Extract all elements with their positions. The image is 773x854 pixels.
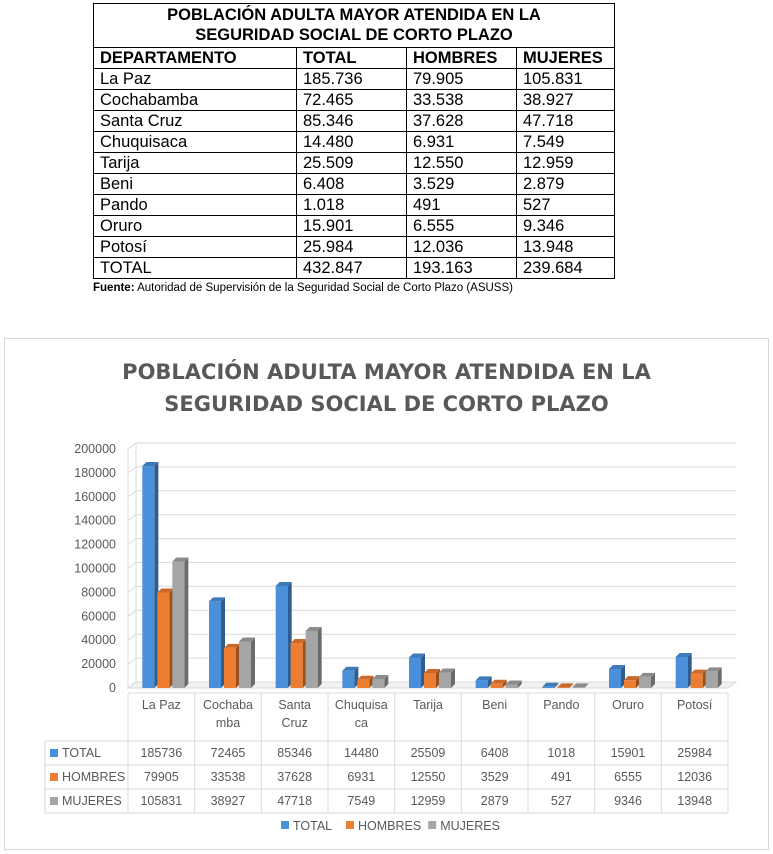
category-label: Tarija <box>413 698 443 712</box>
table-cell: 12.036 <box>407 237 517 258</box>
table-cell: 239.684 <box>517 258 615 279</box>
legend-label: TOTAL <box>293 819 333 833</box>
legend-key-total <box>50 749 58 757</box>
table-cell: 25.984 <box>297 237 407 258</box>
bar-total <box>209 601 221 688</box>
table-title-line1: POBLACIÓN ADULTA MAYOR ATENDIDA EN LA <box>167 6 541 24</box>
data-table-value: 85346 <box>277 746 313 760</box>
gridline-depth <box>128 658 136 664</box>
data-table-value: 1018 <box>547 746 576 760</box>
bar-mujeres <box>506 685 518 688</box>
gridline-depth <box>128 586 136 592</box>
data-table-value: 12550 <box>410 770 446 784</box>
table-cell: 3.529 <box>407 174 517 195</box>
bar-hombres <box>424 673 436 688</box>
source-label: Fuente: <box>93 282 135 294</box>
table-cell: Tarija <box>94 153 297 174</box>
category-label: Potosí <box>676 698 713 712</box>
bar-hombres <box>157 593 169 688</box>
y-tick-label: 100000 <box>74 561 116 576</box>
y-tick-label: 20000 <box>81 657 116 672</box>
data-table-value: 6931 <box>347 770 376 784</box>
data-table-value: 105831 <box>140 794 183 808</box>
table-cell: Cochabamba <box>94 90 297 111</box>
gridline-depth <box>128 539 136 545</box>
data-table-value: 72465 <box>210 746 246 760</box>
bar-hombres <box>557 687 569 688</box>
table-cell: 1.018 <box>297 195 407 216</box>
bar-hombres <box>291 643 303 688</box>
table-cell: 6.555 <box>407 216 517 237</box>
category-label: Oruro <box>612 698 644 712</box>
category-label: Santa <box>278 698 312 712</box>
table-cell: 47.718 <box>517 111 615 132</box>
table-cell: 185.736 <box>297 69 407 90</box>
data-table-value: 7549 <box>347 794 376 808</box>
y-tick-label: 120000 <box>74 537 116 552</box>
bar-total <box>542 687 554 688</box>
table-cell: Oruro <box>94 216 297 237</box>
legend-key-hombres <box>50 773 58 781</box>
data-table-value: 15901 <box>610 746 646 760</box>
bar-mujeres <box>439 673 451 688</box>
bar-hombres <box>691 674 703 688</box>
bar-hombres <box>624 680 636 688</box>
bar-total <box>609 669 621 688</box>
data-table-value: 14480 <box>343 746 379 760</box>
table-cell: La Paz <box>94 69 297 90</box>
bar-mujeres <box>372 679 384 688</box>
source-text: Autoridad de Supervisión de la Seguridad Social de Corto Plazo (ASUSS) <box>134 282 513 294</box>
legend-swatch-mujeres <box>428 821 436 829</box>
bar-hombres <box>357 680 369 688</box>
bar-mujeres <box>706 671 718 688</box>
y-tick-label: 140000 <box>74 513 116 528</box>
series-row-label: TOTAL <box>62 746 102 760</box>
bar-total <box>142 466 154 688</box>
table-cell: 79.905 <box>407 69 517 90</box>
gridline-depth <box>128 634 136 640</box>
table-cell: TOTAL <box>94 258 297 279</box>
table-header-cell: MUJERES <box>517 48 615 69</box>
bar-side <box>184 558 188 688</box>
data-table-value: 6408 <box>480 746 509 760</box>
chart-title-line1: POBLACIÓN ADULTA MAYOR ATENDIDA EN LA <box>122 360 651 384</box>
gridline-depth <box>128 515 136 521</box>
table-title-line2: SEGURIDAD SOCIAL DE CORTO PLAZO <box>195 25 513 44</box>
category-label: Cochaba <box>202 698 254 712</box>
bar-mujeres <box>172 562 184 688</box>
legend-swatch-hombres <box>346 821 354 829</box>
data-table-value: 47718 <box>277 794 313 808</box>
data-table-value: 37628 <box>277 770 313 784</box>
table-cell: 491 <box>407 195 517 216</box>
bar-total <box>276 586 288 688</box>
table-header-cell: HOMBRES <box>407 48 517 69</box>
table-cell: 2.879 <box>517 174 615 195</box>
bar-mujeres <box>639 677 651 688</box>
y-tick-label: 200000 <box>74 442 116 456</box>
data-table-value: 185736 <box>140 746 183 760</box>
y-tick-label: 180000 <box>74 465 116 480</box>
table-cell: 193.163 <box>407 258 517 279</box>
table-cell: Beni <box>94 174 297 195</box>
category-label: Beni <box>482 698 508 712</box>
table-cell: Santa Cruz <box>94 111 297 132</box>
table-cell: 72.465 <box>297 90 407 111</box>
table-cell: 85.346 <box>297 111 407 132</box>
series-row-label: HOMBRES <box>62 770 126 784</box>
y-tick-label: 0 <box>109 681 116 695</box>
table-cell: Chuquisaca <box>94 132 297 153</box>
bar-mujeres <box>306 631 318 688</box>
table-cell: 527 <box>517 195 615 216</box>
data-table-value: 25984 <box>677 746 713 760</box>
bar-total <box>409 658 421 688</box>
bar-mujeres <box>239 641 251 688</box>
bar-total <box>342 671 354 688</box>
category-label: Cruz <box>281 716 308 730</box>
bar-hombres <box>491 684 503 688</box>
category-label: Pando <box>543 698 580 712</box>
chart-title-line2: SEGURIDAD SOCIAL DE CORTO PLAZO <box>164 392 609 416</box>
table-cell: 12.959 <box>517 153 615 174</box>
table-cell: 105.831 <box>517 69 615 90</box>
table-cell: 33.538 <box>407 90 517 111</box>
data-table-value: 25509 <box>410 746 446 760</box>
legend-key-mujeres <box>50 797 58 805</box>
data-table-value: 491 <box>550 770 572 784</box>
table-cell: 432.847 <box>297 258 407 279</box>
data-table-value: 6555 <box>614 770 642 784</box>
table-cell: 7.549 <box>517 132 615 153</box>
bar-hombres <box>224 648 236 688</box>
y-tick-label: 60000 <box>81 609 116 624</box>
table-cell: Potosí <box>94 237 297 258</box>
data-table-value: 9346 <box>614 794 642 808</box>
table-cell: Pando <box>94 195 297 216</box>
table-cell: 12.550 <box>407 153 517 174</box>
data-table-value: 33538 <box>210 770 246 784</box>
data-table-value: 2879 <box>480 794 509 808</box>
table-cell: 6.931 <box>407 132 517 153</box>
legend-label: HOMBRES <box>358 819 422 833</box>
table-cell: 14.480 <box>297 132 407 153</box>
gridline-depth <box>128 467 136 473</box>
data-table-value: 79905 <box>143 770 179 784</box>
bar-mujeres <box>572 687 584 688</box>
table-cell: 38.927 <box>517 90 615 111</box>
category-label: Chuquisa <box>334 698 388 712</box>
table-cell: 25.509 <box>297 153 407 174</box>
y-tick-label: 80000 <box>81 585 116 600</box>
data-table-value: 12959 <box>410 794 446 808</box>
data-table-value: 13948 <box>677 794 713 808</box>
data-table-value: 38927 <box>210 794 246 808</box>
series-row-label: MUJERES <box>62 794 122 808</box>
legend-label: MUJERES <box>440 819 500 833</box>
bar-side <box>318 627 322 688</box>
category-label: La Paz <box>141 698 181 712</box>
data-table-value: 527 <box>550 794 572 808</box>
bar-side <box>251 637 255 688</box>
category-label: mba <box>215 716 241 730</box>
y-tick-label: 40000 <box>81 633 116 648</box>
table-header-cell: TOTAL <box>297 48 407 69</box>
gridline-depth <box>128 443 136 449</box>
table-cell: 9.346 <box>517 216 615 237</box>
gridline-depth <box>128 563 136 569</box>
legend-swatch-total <box>281 821 289 829</box>
y-tick-label: 160000 <box>74 489 116 504</box>
table-cell: 13.948 <box>517 237 615 258</box>
bar-total <box>676 657 688 688</box>
gridline-depth <box>128 610 136 616</box>
data-table-value: 12036 <box>677 770 713 784</box>
table-cell: 6.408 <box>297 174 407 195</box>
gridline-depth <box>128 491 136 497</box>
table-header-cell: DEPARTAMENTO <box>94 48 297 69</box>
category-label: ca <box>354 716 368 730</box>
data-table-value: 3529 <box>480 770 509 784</box>
table-cell: 37.628 <box>407 111 517 132</box>
table-cell: 15.901 <box>297 216 407 237</box>
bar-total <box>476 680 488 688</box>
